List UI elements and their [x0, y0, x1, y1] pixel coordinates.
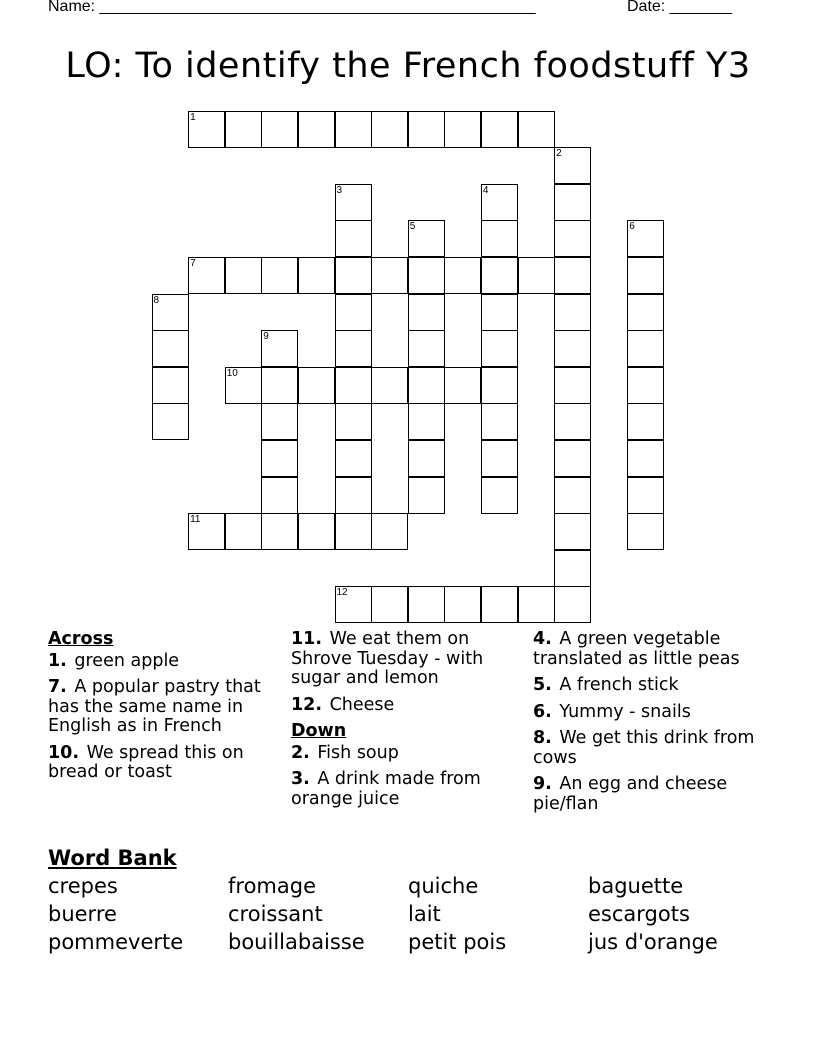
grid-cell[interactable]: [627, 513, 664, 550]
grid-cell[interactable]: [261, 477, 298, 514]
grid-cell[interactable]: [554, 184, 591, 221]
clue-text: green apple: [68, 650, 180, 671]
grid-cell[interactable]: [152, 403, 189, 440]
clue-number-label: 7.: [48, 677, 67, 697]
word-bank-word: jus d'orange: [588, 930, 718, 954]
grid-cell[interactable]: [408, 440, 445, 477]
clue-number: 12: [336, 587, 348, 599]
clue-number: 6: [629, 221, 635, 233]
grid-cell[interactable]: [444, 586, 481, 623]
grid-cell[interactable]: [554, 147, 591, 184]
grid-cell[interactable]: [627, 330, 664, 367]
grid-cell[interactable]: [408, 220, 445, 257]
word-bank-title: Word Bank: [48, 846, 177, 870]
clue-item: [48, 678, 288, 737]
grid-cell[interactable]: [408, 111, 445, 148]
grid-cell[interactable]: [335, 367, 372, 404]
grid-cell[interactable]: [408, 586, 445, 623]
clue-number-label: 4.: [533, 629, 552, 649]
word-bank-word: crepes: [48, 874, 118, 898]
grid-cell[interactable]: [481, 330, 518, 367]
grid-cell[interactable]: [627, 220, 664, 257]
clue-item: [533, 775, 773, 814]
clue-text: A green vegetable translated as little peas: [533, 629, 740, 669]
grid-cell[interactable]: [261, 367, 298, 404]
grid-cell[interactable]: [627, 477, 664, 514]
clue-text: We eat them on Shrove Tuesday - with sugar and lemon: [291, 629, 484, 688]
clue-number: 1: [190, 111, 196, 123]
clue-item: [533, 676, 773, 696]
clue-text: Fish soup: [311, 742, 399, 763]
grid-cell[interactable]: [408, 257, 445, 294]
word-bank-word: fromage: [228, 874, 316, 898]
clue-item: [533, 630, 773, 669]
grid-cell[interactable]: [261, 513, 298, 550]
grid-cell[interactable]: [188, 111, 225, 148]
clue-number-label: 5.: [533, 675, 552, 695]
grid-cell[interactable]: [554, 367, 591, 404]
clue-text: We spread this on bread or toast: [48, 742, 244, 782]
grid-cell[interactable]: [335, 111, 372, 148]
grid-cell[interactable]: [481, 111, 518, 148]
clue-number: 9: [263, 331, 269, 343]
grid-cell[interactable]: [554, 440, 591, 477]
grid-cell[interactable]: [408, 367, 445, 404]
clue-item: [291, 696, 531, 716]
grid-cell[interactable]: [261, 440, 298, 477]
grid-cell[interactable]: [298, 111, 335, 148]
grid-cell[interactable]: [225, 111, 262, 148]
clues-column-3: [533, 630, 773, 821]
grid-cell[interactable]: [481, 586, 518, 623]
clue-number-label: 2.: [291, 742, 310, 763]
grid-cell[interactable]: [335, 440, 372, 477]
date-label: Date: _______: [627, 0, 732, 15]
word-bank-word: lait: [408, 902, 441, 926]
grid-cell[interactable]: [627, 403, 664, 440]
word-bank-word: petit pois: [408, 930, 507, 954]
grid-cell[interactable]: [335, 586, 372, 623]
clue-item: [533, 703, 773, 723]
grid-cell[interactable]: [408, 477, 445, 514]
word-bank-word: escargots: [588, 902, 690, 926]
grid-cell[interactable]: [335, 184, 372, 221]
clue-number-label: 3.: [291, 769, 310, 789]
grid-cell[interactable]: [481, 184, 518, 221]
grid-cell[interactable]: [371, 513, 408, 550]
clue-text: Yummy - snails: [553, 701, 691, 722]
grid-cell[interactable]: [298, 257, 335, 294]
grid-cell[interactable]: [335, 294, 372, 331]
clue-number-label: 8.: [533, 728, 552, 748]
grid-cell[interactable]: [371, 257, 408, 294]
grid-cell[interactable]: [188, 513, 225, 550]
clue-item: [533, 729, 773, 768]
word-bank-word: quiche: [408, 874, 479, 898]
grid-cell[interactable]: [261, 111, 298, 148]
clue-item: [48, 652, 288, 672]
clue-text: A french stick: [553, 675, 679, 695]
word-bank-word: bouillabaisse: [228, 930, 365, 954]
clue-text: A drink made from orange juice: [291, 769, 481, 809]
grid-cell[interactable]: [481, 367, 518, 404]
clue-number: 2: [556, 148, 562, 160]
grid-cell[interactable]: [408, 330, 445, 367]
grid-cell[interactable]: [444, 257, 481, 294]
across-heading: Across: [48, 629, 114, 649]
grid-cell[interactable]: [371, 111, 408, 148]
clue-number-label: 10.: [48, 742, 80, 763]
word-bank-word: buerre: [48, 902, 117, 926]
grid-cell[interactable]: [554, 403, 591, 440]
clues-column-2: [291, 630, 531, 816]
clue-text: We get this drink from cows: [533, 728, 755, 768]
grid-cell[interactable]: [261, 330, 298, 367]
clue-number-label: 6.: [533, 701, 552, 722]
grid-cell[interactable]: [481, 294, 518, 331]
grid-cell[interactable]: [371, 586, 408, 623]
grid-cell[interactable]: [554, 586, 591, 623]
grid-cell[interactable]: [371, 367, 408, 404]
page-title: LO: To identify the French foodstuff Y3: [65, 46, 751, 86]
clue-number-label: 9.: [533, 774, 552, 794]
grid-cell[interactable]: [481, 440, 518, 477]
clues-column-1: [48, 630, 288, 790]
grid-cell[interactable]: [627, 257, 664, 294]
grid-cell[interactable]: [408, 403, 445, 440]
word-bank-word: baguette: [588, 874, 684, 898]
clue-number-label: 12.: [291, 694, 323, 715]
grid-cell[interactable]: [225, 257, 262, 294]
grid-cell[interactable]: [554, 294, 591, 331]
grid-cell[interactable]: [444, 111, 481, 148]
grid-cell[interactable]: [627, 367, 664, 404]
clue-item: [48, 744, 288, 783]
grid-cell[interactable]: [335, 403, 372, 440]
grid-cell[interactable]: [554, 257, 591, 294]
clue-number-label: 11.: [291, 629, 323, 649]
clue-number: 8: [153, 294, 160, 306]
grid-cell[interactable]: [225, 513, 262, 550]
clue-item: [291, 744, 531, 764]
clue-text: An egg and cheese pie/flan: [533, 774, 728, 814]
word-bank-word: pommeverte: [48, 930, 184, 954]
grid-cell[interactable]: [554, 477, 591, 514]
grid-cell[interactable]: [188, 257, 225, 294]
grid-cell[interactable]: [554, 513, 591, 550]
grid-cell[interactable]: [554, 220, 591, 257]
clue-number: 10: [226, 367, 238, 379]
clue-item: [291, 630, 531, 689]
grid-cell[interactable]: [444, 367, 481, 404]
grid-cell[interactable]: [518, 111, 555, 148]
clue-number: 3: [336, 184, 343, 196]
grid-cell[interactable]: [261, 257, 298, 294]
grid-cell[interactable]: [481, 257, 518, 294]
name-label: Name: _________________________________________________: [48, 0, 536, 15]
clue-text: Cheese: [324, 694, 395, 715]
grid-cell[interactable]: [298, 513, 335, 550]
grid-cell[interactable]: [335, 257, 372, 294]
grid-cell[interactable]: [335, 477, 372, 514]
grid-cell[interactable]: [225, 367, 262, 404]
clue-item: [291, 770, 531, 809]
grid-cell[interactable]: [335, 220, 372, 257]
grid-cell[interactable]: [335, 513, 372, 550]
grid-cell[interactable]: [481, 403, 518, 440]
grid-cell[interactable]: [481, 220, 518, 257]
grid-cell[interactable]: [298, 367, 335, 404]
grid-cell[interactable]: [554, 550, 591, 587]
clue-number: 7: [190, 257, 196, 269]
grid-cell[interactable]: [481, 477, 518, 514]
grid-cell[interactable]: [554, 330, 591, 367]
grid-cell[interactable]: [518, 257, 555, 294]
grid-cell[interactable]: [152, 330, 189, 367]
word-bank-word: croissant: [228, 902, 323, 926]
grid-cell[interactable]: [152, 294, 189, 331]
clue-number: 4: [482, 184, 489, 196]
grid-cell[interactable]: [627, 294, 664, 331]
clue-number: 5: [409, 221, 416, 233]
grid-cell[interactable]: [408, 294, 445, 331]
clue-number: 11: [190, 514, 201, 526]
grid-cell[interactable]: [335, 330, 372, 367]
clue-text: A popular pastry that has the same name in English as in French: [48, 677, 261, 736]
grid-cell[interactable]: [627, 440, 664, 477]
grid-cell[interactable]: [518, 586, 555, 623]
grid-cell[interactable]: [261, 403, 298, 440]
clue-number-label: 1.: [48, 650, 67, 671]
grid-cell[interactable]: [152, 367, 189, 404]
down-heading: Down: [291, 721, 347, 741]
